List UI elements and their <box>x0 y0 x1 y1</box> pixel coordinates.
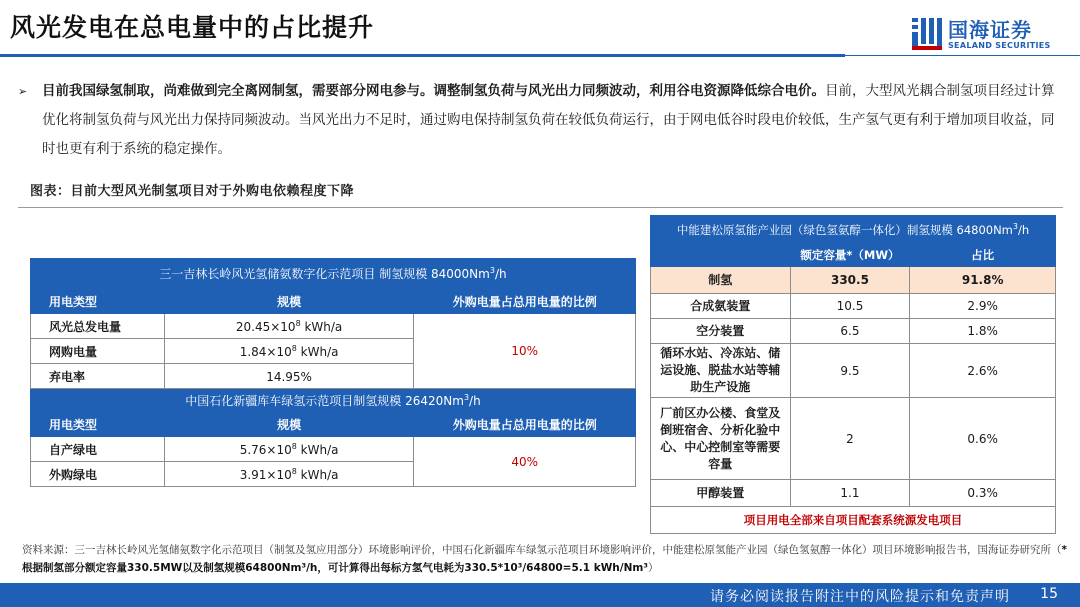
table-row <box>31 314 636 339</box>
logo-name: 国海证券 <box>948 18 1032 42</box>
bullet-paragraph <box>18 77 1058 164</box>
row-capacity: 9.5 <box>790 344 910 398</box>
right-banner: 中能建松原氢能产业园（绿色氢氨醇一体化）制氢规模 64800Nm$^3$/h <box>651 216 1056 244</box>
row-capacity: 10.5 <box>790 294 910 319</box>
project2-banner-row <box>31 389 636 412</box>
column-header: 用电类型 <box>31 412 165 437</box>
right-banner-row <box>651 216 1056 244</box>
column-header: 占比 <box>910 244 1056 267</box>
row-share: 1.8% <box>910 319 1056 344</box>
project2-ratio: 40% <box>414 437 636 487</box>
project2-banner: 中国石化新疆库车绿氢示范项目制氢规模 26420Nm$^3$/h <box>31 389 636 412</box>
row-share: 91.8% <box>910 267 1056 294</box>
column-header: 用电类型 <box>31 289 165 314</box>
row-share: 0.6% <box>910 398 1056 480</box>
project1-banner-row <box>31 259 636 289</box>
bullet-arrow-icon: ➢ <box>18 85 28 98</box>
column-header: 外购电量占总用电量的比例 <box>414 289 636 314</box>
column-header: 外购电量占总用电量的比例 <box>414 412 636 437</box>
brand-logo <box>910 14 1070 54</box>
footer-bar <box>0 583 1080 607</box>
row-capacity: 2 <box>790 398 910 480</box>
column-header: 额定容量*（MW） <box>790 244 910 267</box>
column-header <box>651 244 791 267</box>
project1-ratio: 10% <box>414 314 636 389</box>
project1-header-row <box>31 289 636 314</box>
row-type: 弃电率 <box>31 364 165 389</box>
row-type: 自产绿电 <box>31 437 165 462</box>
row-scale: 14.95% <box>164 364 414 389</box>
row-label: 甲醇装置 <box>651 480 791 507</box>
page-title: 风光发电在总电量中的占比提升 <box>10 13 375 42</box>
page-number: 15 <box>1040 586 1058 602</box>
row-type: 网购电量 <box>31 339 165 364</box>
table-row <box>651 480 1056 507</box>
right-capacity-table <box>650 215 1056 534</box>
table-row <box>651 267 1056 294</box>
right-footnote-row <box>651 507 1056 534</box>
project2-header-row <box>31 412 636 437</box>
row-scale: $20.45\times 10^8$ kWh/a <box>164 314 414 339</box>
source-note: 资料来源：三一吉林长岭风光氢储氨数字化示范项目（制氢及氢应用部分）环境影响评价，中国石化新疆库车绿氢示范项目环境影响评价，中能建松原氢能产业园（绿色氢氨醇一体化）项目环境影响报告书，国海证券研究所（*根据制氢部分额定容量330.5MW以及制氢规模64800Nm³/h，可计算得出每标方氢气电耗为330.5*10³/64800=5.1 kWh/Nm³） <box>22 544 1067 574</box>
footer-disclaimer: 请务必阅读报告附注中的风险提示和免责声明 <box>710 589 1010 605</box>
row-capacity: 330.5 <box>790 267 910 294</box>
row-type: 风光总发电量 <box>31 314 165 339</box>
project1-banner: 三一吉林长岭风光氢储氨数字化示范项目 制氢规模 84000Nm$^3$/h <box>31 259 636 289</box>
bullet-text <box>42 77 1058 164</box>
bullet-normal-text: 目前，大型风光耦合制氢项目经过计算优化将制氢负荷与风光出力保持同频波动。当风光出力不足时，通过购电保持制氢负荷在较低负荷运行，由于网电低谷时段电价较低，生产氢气更有利于增加项目收益，同时也更有利于系统的稳定操作。 <box>42 83 1055 157</box>
table-row <box>651 344 1056 398</box>
row-type: 外购绿电 <box>31 462 165 487</box>
source-bold-note: *根据制氢部分额定容量330.5MW以及制氢规模64800Nm³/h，可计算得出每标方氢气电耗为330.5*10³/64800=5.1 kWh/Nm³ <box>22 544 1067 574</box>
right-header-row <box>651 244 1056 267</box>
row-capacity: 6.5 <box>790 319 910 344</box>
table-row <box>651 398 1056 480</box>
row-label: 空分装置 <box>651 319 791 344</box>
table-row <box>651 319 1056 344</box>
table-row <box>651 294 1056 319</box>
row-scale: $3.91\times 10^8$ kWh/a <box>164 462 414 487</box>
column-header: 规模 <box>164 289 414 314</box>
figure-divider <box>18 207 1063 208</box>
right-footnote: 项目用电全部来自项目配套系统源发电项目 <box>651 507 1056 534</box>
row-scale: $5.76\times 10^8$ kWh/a <box>164 437 414 462</box>
row-label: 合成氨装置 <box>651 294 791 319</box>
bullet-bold-text: 目前我国绿氢制取，尚难做到完全离网制氢，需要部分网电参与。调整制氢负荷与风光出力同频波动，利用谷电资源降低综合电价。 <box>42 83 825 99</box>
title-divider-thin <box>845 55 1080 56</box>
row-label: 制氢 <box>651 267 791 294</box>
logo-english: SEALAND SECURITIES <box>948 41 1051 50</box>
row-scale: $1.84\times 10^8$ kWh/a <box>164 339 414 364</box>
table-row <box>31 437 636 462</box>
row-label: 厂前区办公楼、食堂及倒班宿舍、分析化验中心、中心控制室等需要容量 <box>651 398 791 480</box>
sealand-logo-icon <box>910 16 944 52</box>
title-divider <box>0 54 845 57</box>
row-share: 2.6% <box>910 344 1056 398</box>
left-projects-table <box>30 258 636 487</box>
row-share: 0.3% <box>910 480 1056 507</box>
figure-title: 图表：目前大型风光制氢项目对于外购电依赖程度下降 <box>30 184 355 199</box>
row-label: 循环水站、冷冻站、储运设施、脱盐水站等辅助生产设施 <box>651 344 791 398</box>
row-share: 2.9% <box>910 294 1056 319</box>
column-header: 规模 <box>164 412 414 437</box>
row-capacity: 1.1 <box>790 480 910 507</box>
